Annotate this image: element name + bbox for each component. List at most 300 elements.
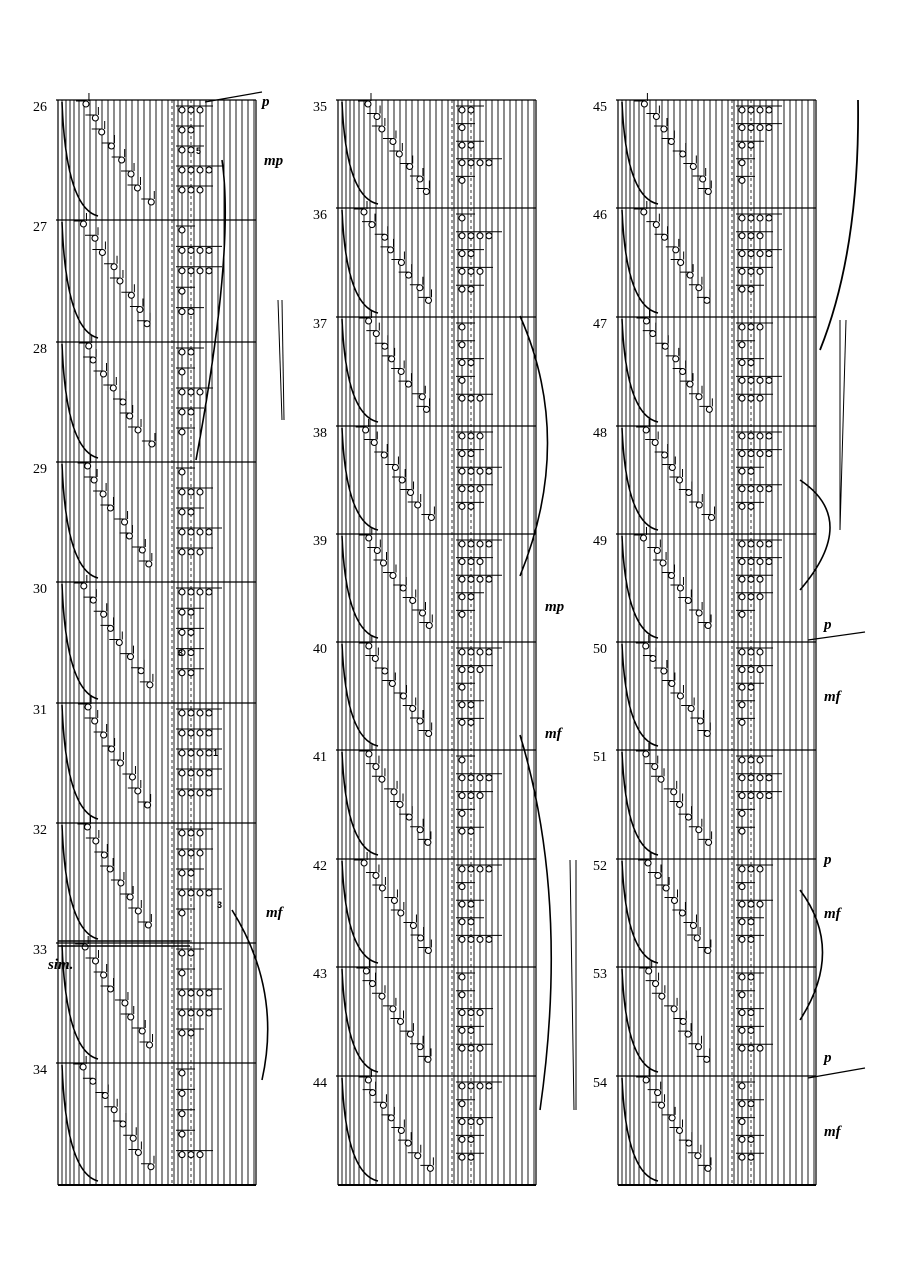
note-head [108,625,114,631]
note-head [677,477,683,483]
note-head [757,233,763,239]
note-head [643,751,649,757]
note-head [370,981,376,987]
note-head [406,814,412,820]
measure-number: 46 [593,208,607,223]
note-head [374,548,380,554]
note-head [129,774,135,780]
note-head [366,535,372,541]
note-head [135,788,141,794]
measure-number: 28 [33,342,47,357]
measure-number: 48 [593,426,607,441]
measure-number: 52 [593,859,607,874]
note-head [757,377,763,383]
note-head [206,990,212,996]
note-head [459,251,465,257]
note-head [757,793,763,799]
note-head [468,468,474,474]
note-head [206,770,212,776]
note-head [373,764,379,770]
note-head [197,589,203,595]
note-head [459,1119,465,1125]
note-head [188,1010,194,1016]
note-head [398,1019,404,1025]
measure-number: 32 [33,823,47,838]
note-head [116,640,122,646]
note-head [459,377,465,383]
note-head [122,519,128,525]
phrase-slur [820,100,858,350]
note-head [188,268,194,274]
note-head [370,1090,376,1096]
note-head [425,1056,431,1062]
slur [622,102,658,204]
note-head [459,559,465,565]
note-head [86,343,92,349]
note-head [644,318,650,324]
note-head [92,115,98,121]
note-head [417,718,423,724]
note-head [641,209,647,215]
note-head [179,1152,185,1158]
hairpin [278,300,282,420]
slur [342,102,378,204]
note-head [90,1078,96,1084]
note-head [197,489,203,495]
note-head [459,395,465,401]
note-head [757,559,763,565]
note-head [197,549,203,555]
note-head [757,125,763,131]
note-head [188,187,194,193]
measure-number: 35 [313,100,327,115]
note-head [188,790,194,796]
note-head [653,114,659,120]
note-head [757,649,763,655]
note-head [677,585,683,591]
note-head [379,993,385,999]
note-head [397,802,403,808]
note-head [179,268,185,274]
note-head [477,1010,483,1016]
note-head [179,309,185,315]
note-head [662,234,668,240]
note-head [696,827,702,833]
note-head [671,1006,677,1012]
note-head [486,160,492,166]
note-head [468,702,474,708]
note-head [179,288,185,294]
note-head [468,451,474,457]
note-head [696,610,702,616]
note-head [401,693,407,699]
note-head [188,549,194,555]
note-head [408,490,414,496]
note-head [398,910,404,916]
note-head [410,706,416,712]
note-head [685,598,691,604]
slur [342,319,378,422]
note-head [468,107,474,113]
note-head [739,107,745,113]
note-head [126,533,132,539]
note-head [766,775,772,781]
note-head [739,142,745,148]
note-head [663,885,669,891]
note-head [695,1044,701,1050]
note-head [206,750,212,756]
note-head [757,268,763,274]
note-head [686,814,692,820]
note-head [739,1119,745,1125]
note-head [766,125,772,131]
note-head [739,486,745,492]
note-head [468,828,474,834]
note-head [668,573,674,579]
note-head [197,890,203,896]
note-head [748,324,754,330]
note-head [188,107,194,113]
note-head [188,529,194,535]
note-head [459,611,465,617]
note-head [92,235,98,241]
fingering-number: 5 [196,146,202,156]
note-head [134,185,140,191]
note-head [459,360,465,366]
note-head [206,268,212,274]
note-head [179,990,185,996]
note-head [641,101,647,107]
measure-number: 39 [313,534,327,549]
note-head [459,702,465,708]
slur [622,536,658,638]
note-head [748,684,754,690]
note-head [705,623,711,629]
note-head [382,234,388,240]
note-head [739,1027,745,1033]
note-head [757,1045,763,1051]
note-head [188,730,194,736]
note-head [757,433,763,439]
note-head [188,1152,194,1158]
note-head [696,502,702,508]
note-head [459,451,465,457]
note-head [179,790,185,796]
note-head [468,160,474,166]
note-head [120,399,126,405]
note-head [459,667,465,673]
note-head [739,884,745,890]
note-head [179,670,185,676]
note-head [188,850,194,856]
note-head [459,433,465,439]
note-head [407,164,413,170]
note-head [90,597,96,603]
note-head [468,233,474,239]
note-head [206,1010,212,1016]
measure-number: 38 [313,426,327,441]
hairpin [570,860,574,1110]
note-head [748,268,754,274]
note-head [477,541,483,547]
note-head [757,901,763,907]
note-head [739,268,745,274]
note-head [392,465,398,471]
note-head [748,901,754,907]
note-head [119,157,125,163]
note-head [748,251,754,257]
note-head [179,1111,185,1117]
note-head [748,775,754,781]
note-head [390,573,396,579]
note-head [188,750,194,756]
note-head [179,107,185,113]
note-head [459,884,465,890]
note-head [80,221,86,227]
note-head [145,922,151,928]
note-head [459,684,465,690]
note-head [398,369,404,375]
note-head [179,589,185,595]
note-head [459,541,465,547]
note-head [486,576,492,582]
note-head [686,1140,692,1146]
note-head [468,541,474,547]
note-head [372,656,378,662]
note-head [391,789,397,795]
note-head [197,990,203,996]
note-head [206,247,212,253]
note-head [197,389,203,395]
note-head [477,559,483,565]
note-head [468,1154,474,1160]
note-head [748,576,754,582]
note-head [739,233,745,239]
note-head [757,107,763,113]
note-head [766,377,772,383]
slur [342,536,378,638]
note-head [179,710,185,716]
note-head [477,486,483,492]
note-head [757,541,763,547]
note-head [361,860,367,866]
note-head [739,1083,745,1089]
note-head [188,609,194,615]
note-head [109,746,115,752]
note-head [415,1153,421,1159]
note-head [688,706,694,712]
note-head [739,468,745,474]
note-head [179,529,185,535]
note-head [739,793,745,799]
note-head [757,866,763,872]
note-head [468,719,474,725]
note-head [680,369,686,375]
note-head [477,468,483,474]
measure-number: 47 [593,317,607,332]
note-head [748,433,754,439]
note-head [739,702,745,708]
note-head [197,268,203,274]
note-head [108,986,114,992]
note-head [766,107,772,113]
note-head [468,1045,474,1051]
note-head [179,489,185,495]
measure-number: 42 [313,859,327,874]
slur [622,861,658,963]
note-head [468,142,474,148]
note-head [179,409,185,415]
note-head [206,730,212,736]
note-head [739,342,745,348]
note-head [661,126,667,132]
note-head [705,1165,711,1171]
note-head [85,704,91,710]
note-head [486,468,492,474]
note-head [179,1070,185,1076]
note-head [127,654,133,660]
note-head [128,171,134,177]
note-head [650,331,656,337]
note-head [415,502,421,508]
measure-number: 49 [593,534,607,549]
note-head [662,452,668,458]
measure-number: 43 [313,967,327,982]
note-head [188,409,194,415]
note-head [459,1083,465,1089]
note-head [188,509,194,515]
note-head [459,160,465,166]
note-head [128,292,134,298]
note-head [459,901,465,907]
note-head [468,268,474,274]
note-head [748,107,754,113]
note-head [459,503,465,509]
note-head [654,548,660,554]
note-head [365,1077,371,1083]
note-head [748,1027,754,1033]
note-head [766,451,772,457]
measure-number: 27 [33,220,47,235]
note-head [748,974,754,980]
note-head [468,866,474,872]
note-head [748,594,754,600]
note-head [459,719,465,725]
note-head [197,1152,203,1158]
note-head [748,395,754,401]
note-head [382,668,388,674]
note-head [739,1045,745,1051]
note-head [739,1154,745,1160]
note-head [748,486,754,492]
note-head [179,850,185,856]
note-head [179,770,185,776]
note-head [206,710,212,716]
slur [622,1078,658,1181]
note-head [695,1153,701,1159]
note-head [391,898,397,904]
note-head [188,389,194,395]
note-head [206,589,212,595]
note-head [206,890,212,896]
note-head [111,1107,117,1113]
note-head [739,649,745,655]
note-head [188,167,194,173]
note-head [146,561,152,567]
measure-number: 34 [33,1063,47,1078]
note-head [197,770,203,776]
note-head [687,272,693,278]
note-head [748,1045,754,1051]
note-head [388,247,394,253]
note-head [398,260,404,266]
note-head [179,509,185,515]
note-head [690,164,696,170]
fingering-number: 3 [217,900,223,910]
note-head [363,968,369,974]
note-head [486,541,492,547]
note-head [188,309,194,315]
note-head [179,147,185,153]
note-head [697,718,703,724]
measure-number: 41 [313,750,327,765]
dynamic-marking: p [824,852,832,868]
expression-marking: sim. [48,957,74,973]
note-head [80,1064,86,1070]
note-head [468,919,474,925]
note-head [99,129,105,135]
note-head [419,610,425,616]
dynamic-marking: p [824,1050,832,1066]
note-head [459,342,465,348]
note-head [748,936,754,942]
note-head [655,873,661,879]
note-head [179,870,185,876]
note-head [757,324,763,330]
dynamic-marking: mp [264,153,284,169]
note-head [197,167,203,173]
note-head [766,559,772,565]
note-head [197,107,203,113]
note-head [117,760,123,766]
note-head [389,356,395,362]
note-head [100,491,106,497]
note-head [739,503,745,509]
note-head [417,285,423,291]
note-head [739,1136,745,1142]
note-head [748,757,754,763]
hairpin [282,300,284,420]
note-head [690,923,696,929]
note-head [197,790,203,796]
dynamic-marking: p [824,617,832,633]
note-head [459,1010,465,1016]
phrase-slur [232,910,268,1080]
note-head [363,427,369,433]
note-head [459,919,465,925]
note-head [188,589,194,595]
note-head [477,160,483,166]
note-head [179,730,185,736]
note-head [379,776,385,782]
note-head [179,629,185,635]
note-head [117,278,123,284]
note-head [83,101,89,107]
note-head [459,866,465,872]
note-head [419,394,425,400]
note-head [147,682,153,688]
note-head [459,793,465,799]
